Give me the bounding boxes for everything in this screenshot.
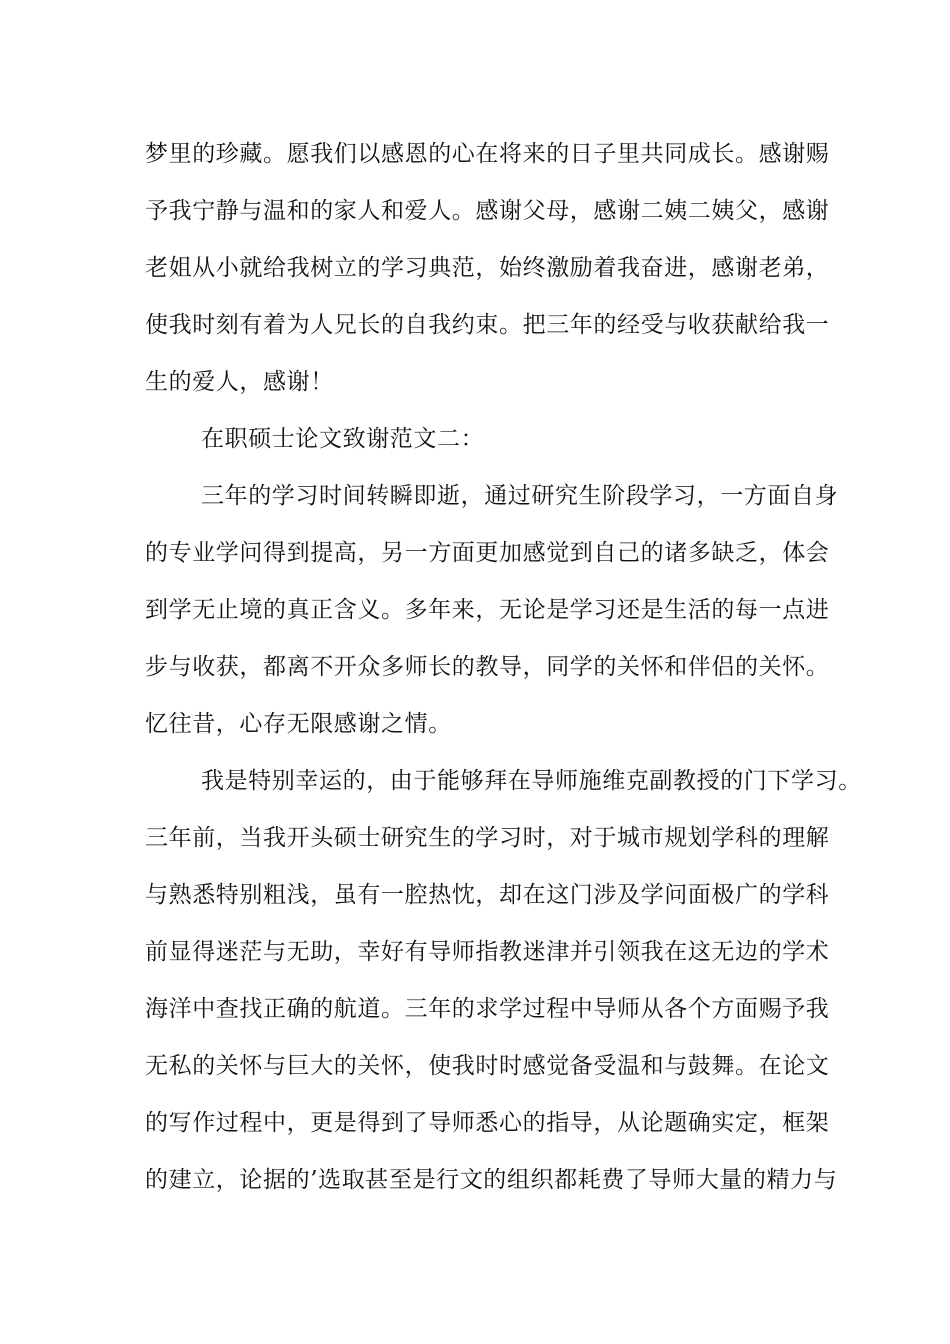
text-line-18: 的写作过程中，更是得到了导师悉心的指导，从论题确实定，框架 xyxy=(145,1110,830,1136)
text-line-16: 海洋中查找正确的航道。三年的求学过程中导师从各个方面赐予我 xyxy=(145,996,830,1022)
text-line-15: 前显得迷茫与无助，幸好有导师指教迷津并引领我在这无边的学术 xyxy=(145,939,830,965)
text-line-17: 无私的关怀与巨大的关怀，使我时时感觉备受温和与鼓舞。在论文 xyxy=(145,1053,830,1079)
text-line-7: 三年的学习时间转瞬即逝，通过研究生阶段学习，一方面自身 xyxy=(201,483,839,509)
section-heading: 在职硕士论文致谢范文二： xyxy=(201,426,485,452)
text-line-13: 三年前，当我开头硕士研究生的学习时，对于城市规划学科的理解 xyxy=(145,825,830,851)
text-line-2: 予我宁静与温和的家人和爱人。感谢父母，感谢二姨二姨父，感谢 xyxy=(145,198,830,224)
text-line-3: 老姐从小就给我树立的学习典范，始终激励着我奋进，感谢老弟， xyxy=(145,255,830,281)
text-line-11: 忆往昔，心存无限感谢之情。 xyxy=(145,711,452,737)
text-line-19: 的建立，论据的’选取甚至是行文的组织都耗费了导师大量的精力与 xyxy=(145,1167,838,1193)
text-line-9: 到学无止境的真正含义。多年来，无论是学习还是生活的每一点进 xyxy=(145,597,830,623)
text-line-8: 的专业学问得到提高，另一方面更加感觉到自己的诸多缺乏，体会 xyxy=(145,540,830,566)
text-line-14: 与熟悉特别粗浅，虽有一腔热忱，却在这门涉及学问面极广的学科 xyxy=(145,882,830,908)
text-line-10: 步与收获，都离不开众多师长的教导，同学的关怀和伴侣的关怀。 xyxy=(145,654,830,680)
text-line-4: 使我时刻有着为人兄长的自我约束。把三年的经受与收获献给我一 xyxy=(145,312,830,338)
text-line-12: 我是特别幸运的，由于能够拜在导师施维克副教授的门下学习。 xyxy=(201,768,862,794)
text-line-1: 梦里的珍藏。愿我们以感恩的心在将来的日子里共同成长。感谢赐 xyxy=(145,141,830,167)
text-line-5: 生的爱人，感谢！ xyxy=(145,369,334,395)
